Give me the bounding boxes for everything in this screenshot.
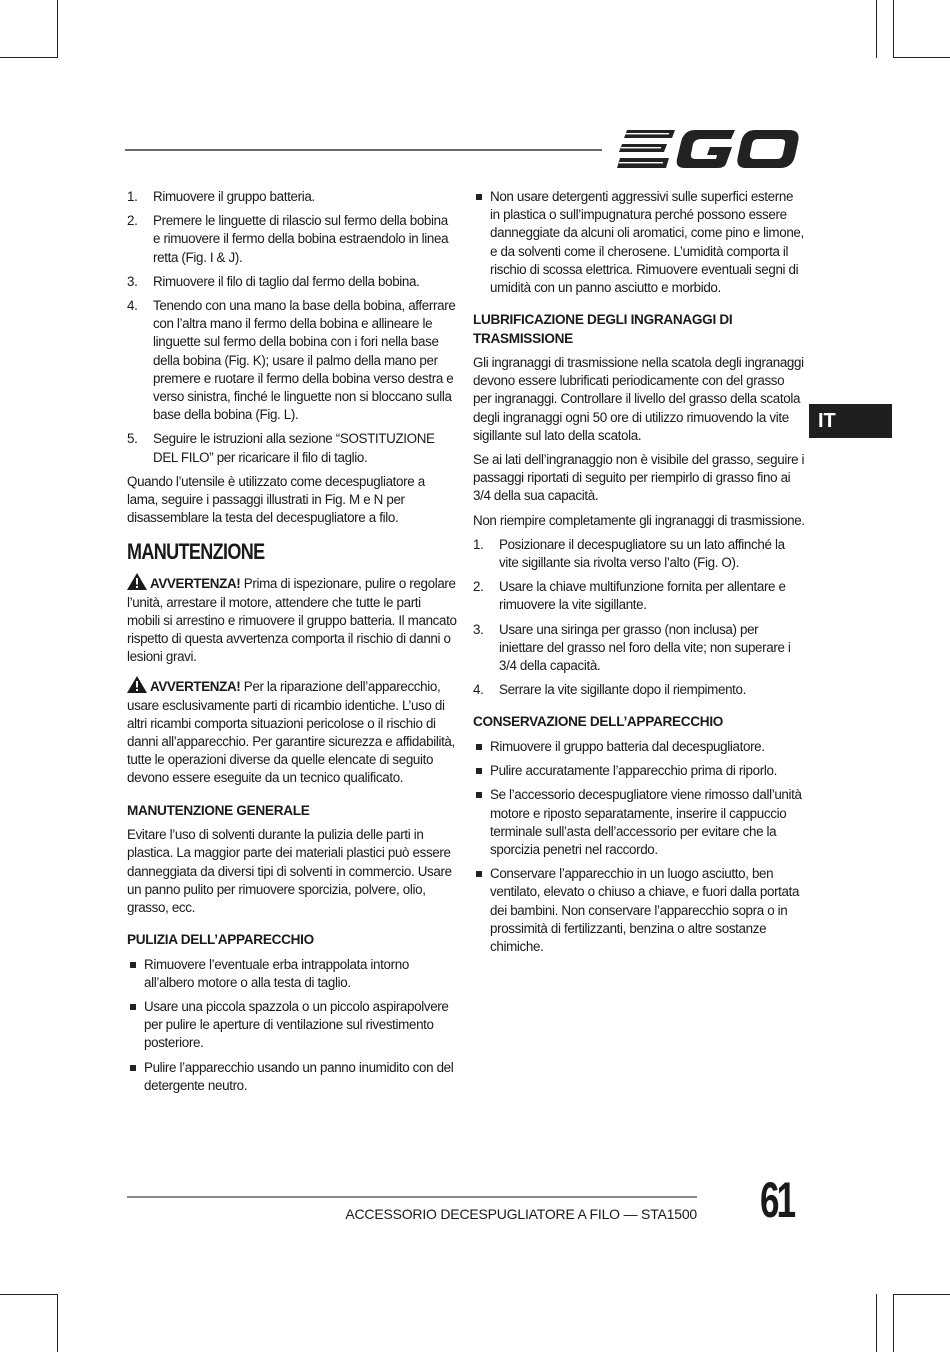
footer-rule <box>127 1196 697 1198</box>
bullet-item <box>127 998 457 1053</box>
step-number: 5. <box>127 431 138 447</box>
step-text: Rimuovere il filo di taglio dal fermo della bobina. <box>153 273 420 289</box>
bullet-text: Rimuovere l’eventuale erba intrappolata intorno all’albero motore o alla testa di taglio. <box>144 956 409 990</box>
language-tab: IT <box>809 404 892 438</box>
crop-mark <box>876 0 877 58</box>
warning-label: AVVERTENZA! <box>150 679 241 695</box>
bullet-text: Se l’accessorio decespugliatore viene rimosso dall’unità motore e riposto separatamente, inserire il cappuccio terminale sull’asta dell’accessorio per evitare che la sporcizia penetri nel raccordo. <box>490 787 802 857</box>
crop-mark <box>876 1294 877 1352</box>
bullet-text: Pulire accuratamente l’apparecchio prima di riporlo. <box>490 763 777 779</box>
step-item <box>473 578 805 614</box>
bullet-text: Pulire l’apparecchio usando un panno inumidito con del detergente neutro. <box>144 1059 454 1093</box>
step-text: Premere le linguette di rilascio sul fermo della bobina e rimuovere il fermo della bobina estraendolo in linea retta (Fig. I & J). <box>153 213 449 265</box>
paragraph: Gli ingranaggi di trasmissione nella scatola degli ingranaggi devono essere lubrificati periodicamente con del grasso per ingranaggi. Controllare il livello del grasso della scatola degli ingranaggi ogni 50 ore di utilizzo rimuovendo la vite sigillante sul lato della scatola. <box>473 355 804 443</box>
step-item <box>473 621 805 676</box>
bullet-item <box>127 956 457 992</box>
step-text: Serrare la vite sigillante dopo il riempimento. <box>499 682 747 698</box>
step-item <box>127 188 457 206</box>
page-number: 61 <box>760 1172 794 1228</box>
crop-mark <box>0 57 58 58</box>
bullet-text: Rimuovere il gruppo batteria dal decespugliatore. <box>490 738 765 754</box>
step-text: Usare la chiave multifunzione fornita per allentare e rimuovere la vite sigillante. <box>499 579 786 613</box>
crop-mark <box>57 1294 58 1352</box>
warning-block <box>127 676 457 787</box>
crop-mark <box>0 1294 58 1295</box>
step-item <box>127 297 457 424</box>
step-text: Usare una siringa per grasso (non inclusa) per iniettare del grasso nel foro della vite; non superare i 3/4 della capacità. <box>499 621 791 674</box>
step-text: Seguire le istruzioni alla sezione “SOSTITUZIONE DEL FILO” per ricaricare il filo di taglio. <box>153 431 435 465</box>
left-column <box>127 188 457 1101</box>
step-item <box>127 430 457 466</box>
step-list <box>473 536 805 700</box>
step-number: 2. <box>127 213 138 229</box>
section-title: MANUTENZIONE <box>127 539 265 565</box>
warning-text: Per la riparazione dell’apparecchio, usare esclusivamente parti di ricambio identiche. L’uso di altri ricambi comporta situazioni pericolose o il rischio di danni all’apparecchio. Per garantire sicurezza e affidabilità, tutte le operazioni diverse da quelle elencate di seguito devono essere eseguite da un tecnico qualificato. <box>127 679 455 786</box>
bullet-item <box>473 188 805 297</box>
square-bullet-icon <box>476 871 482 877</box>
bullet-text: Non usare detergenti aggressivi sulle superfici esterne in plastica o sull’impugnatura perché possono essere danneggiate da alcuni oli aromatici, come pino e limone, e da solventi come il cherosene. L’umidità comporta il rischio di scossa elettrica. Rimuovere eventuali segni di umidità con un panno asciutto e morbido. <box>490 189 804 296</box>
footer-text: ACCESSORIO DECESPUGLIATORE A FILO — STA1500 <box>345 1206 697 1222</box>
step-item <box>473 681 805 699</box>
square-bullet-icon <box>130 962 136 968</box>
subsection-title: CONSERVAZIONE DELL’APPARECCHIO <box>473 714 724 730</box>
step-item <box>473 536 805 572</box>
bullet-text: Conservare l’apparecchio in un luogo asciutto, ben ventilato, elevato o chiuso a chiave, e fuori dalla portata dei bambini. Non conservare l’apparecchio sopra o in prossimità di fertilizzanti, benzina o altre sostanze chimiche. <box>490 866 800 954</box>
warning-icon <box>127 573 147 590</box>
step-item <box>127 212 457 267</box>
step-number: 1. <box>127 189 138 204</box>
warning-block <box>127 573 457 666</box>
step-number: 1. <box>473 536 484 552</box>
step-number: 3. <box>127 273 138 289</box>
square-bullet-icon <box>476 792 482 798</box>
ego-logo <box>617 128 800 170</box>
bullet-item <box>473 865 805 956</box>
step-number: 2. <box>473 579 484 595</box>
step-text: Tenendo con una mano la base della bobina, afferrare con l’altra mano il fermo della bobina e allineare le linguette sul fermo della bobina con i fori nella base della bobina (Fig. K); usare il palmo della mano per premere e ruotare il fermo della bobina verso destra e verso sinistra, finché le linguette non si bloccano sulla base della bobina (Fig. L). <box>153 298 456 423</box>
bullet-list <box>127 956 457 1095</box>
subsection-title: LUBRIFICAZIONE DEGLI INGRANAGGI DI TRASMISSIONE <box>473 312 733 346</box>
warning-icon <box>127 676 147 693</box>
crop-mark <box>893 1294 894 1352</box>
crop-mark <box>893 57 950 58</box>
subsection-title: MANUTENZIONE GENERALE <box>127 802 310 818</box>
right-column <box>473 188 805 962</box>
header-rule <box>125 149 602 151</box>
square-bullet-icon <box>130 1065 136 1071</box>
crop-mark <box>57 0 58 58</box>
square-bullet-icon <box>476 744 482 750</box>
subsection-title: PULIZIA DELL’APPARECCHIO <box>127 932 314 948</box>
bullet-list <box>473 188 805 297</box>
bullet-item <box>473 738 805 756</box>
paragraph: Non riempire completamente gli ingranaggi di trasmissione. <box>473 512 805 528</box>
paragraph-note: Quando l’utensile è utilizzato come decespugliatore a lama, seguire i passaggi illustrati in Fig. M e N per disassemblare la testa del decespugliatore a filo. <box>127 473 425 526</box>
paragraph: Evitare l’uso di solventi durante la pulizia delle parti in plastica. La maggior parte dei materiali plastici può essere danneggiata da diversi tipi di solventi in commercio. Usare un panno pulito per rimuovere sporcizia, polvere, olio, grasso, ecc. <box>127 827 452 915</box>
square-bullet-icon <box>476 768 482 774</box>
square-bullet-icon <box>130 1004 136 1010</box>
step-list <box>127 188 457 467</box>
crop-mark <box>893 1294 950 1295</box>
step-number: 4. <box>473 682 484 698</box>
bullet-item <box>127 1059 457 1095</box>
step-number: 4. <box>127 298 138 314</box>
bullet-text: Usare una piccola spazzola o un piccolo aspirapolvere per pulire le aperture di ventilazione sul rivestimento posteriore. <box>144 998 449 1051</box>
bullet-item <box>473 786 805 859</box>
bullet-list <box>473 738 805 956</box>
bullet-item <box>473 762 805 780</box>
warning-text: Prima di ispezionare, pulire o regolare l’unità, arrestare il motore, attendere che tutte le parti mobili si arrestino e rimuovere il gruppo batteria. Il mancato rispetto di questa avvertenza comporta il rischio di danni o lesioni gravi. <box>127 576 457 665</box>
crop-mark <box>893 0 894 58</box>
step-text: Posizionare il decespugliatore su un lato affinché la vite sigillante sia rivolta verso l’alto (Fig. O). <box>499 536 785 571</box>
paragraph: Se ai lati dell’ingranaggio non è visibile del grasso, seguire i passaggi riportati di seguito per riempirlo di grasso fino ai 3/4 della sua capacità. <box>473 452 805 504</box>
square-bullet-icon <box>476 194 482 200</box>
step-number: 3. <box>473 621 484 637</box>
warning-label: AVVERTENZA! <box>150 576 241 592</box>
step-text: Rimuovere il gruppo batteria. <box>153 189 315 204</box>
step-item <box>127 273 457 291</box>
